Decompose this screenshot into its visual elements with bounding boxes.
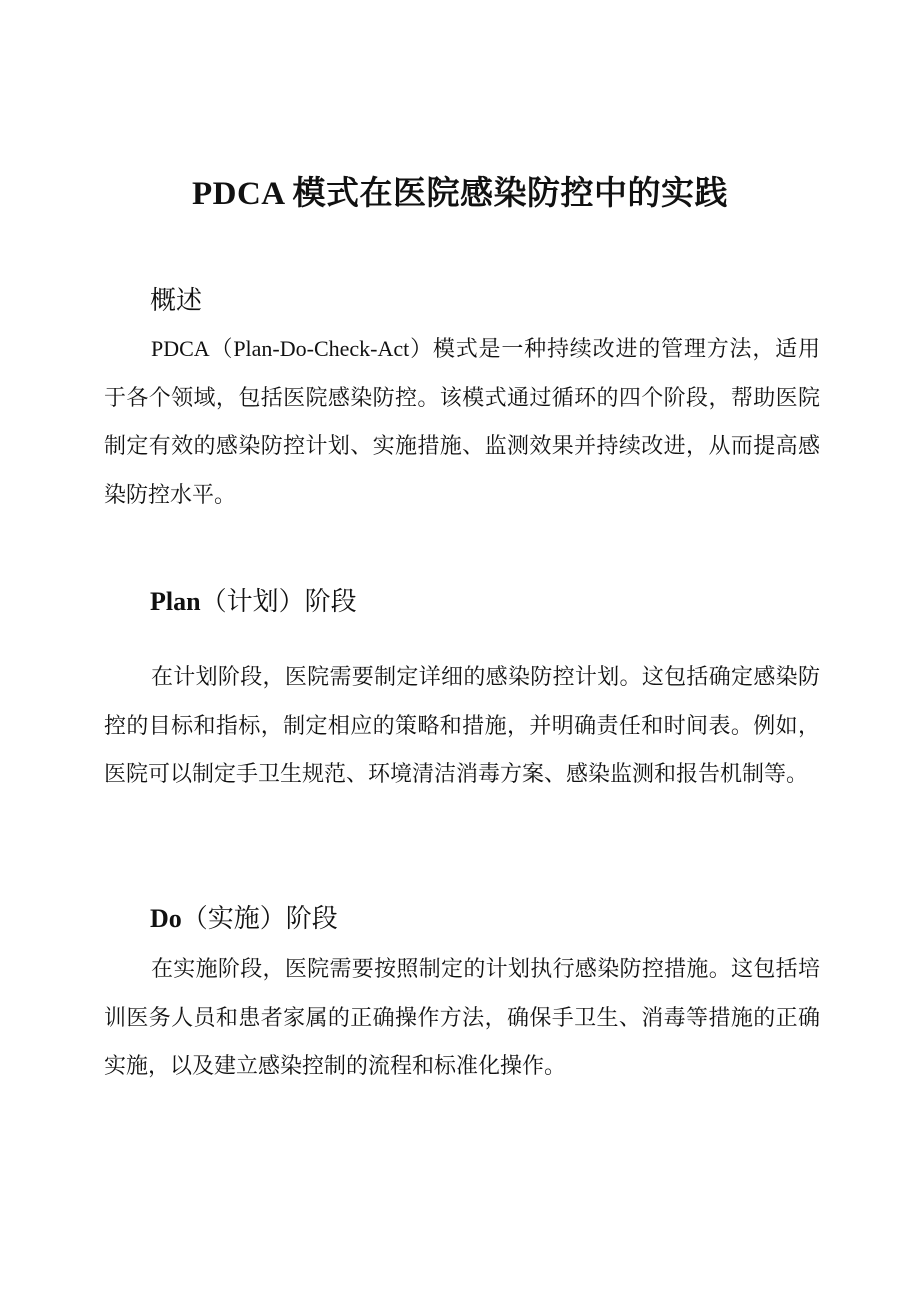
section-body-do: 在实施阶段，医院需要按照制定的计划执行感染防控措施。这包括培训医务人员和患者家属的正确操作方法，确保手卫生、消毒等措施的正确实施，以及建立感染控制的流程和标准化操作。 <box>104 956 820 1078</box>
section-body-plan: 在计划阶段，医院需要制定详细的感染防控计划。这包括确定感染防控的目标和指标，制定相应的策略和措施，并明确责任和时间表。例如，医院可以制定手卫生规范、环境清洁消毒方案、感染监测和报告机制等。 <box>104 664 820 786</box>
section-heading-plan-latin: Plan <box>150 587 201 616</box>
section-heading-overview: 概述 <box>150 286 203 315</box>
section-heading-plan-rest: （计划）阶段 <box>200 587 357 616</box>
section-heading-do-latin: Do <box>150 904 182 933</box>
document-title: PDCA 模式在医院感染防控中的实践 <box>191 176 729 212</box>
section-body-overview: PDCA（Plan-Do-Check-Act）模式是一种持续改进的管理方法，适用于各个领域，包括医院感染防控。该模式通过循环的四个阶段，帮助医院制定有效的感染防控计划、实施措施、监测效果并持续改进，从而提高感染防控水平。 <box>104 336 820 507</box>
section-heading-do-rest: （实施）阶段 <box>181 904 338 933</box>
section-heading-do <box>150 899 338 939</box>
section-heading-plan <box>150 582 357 622</box>
